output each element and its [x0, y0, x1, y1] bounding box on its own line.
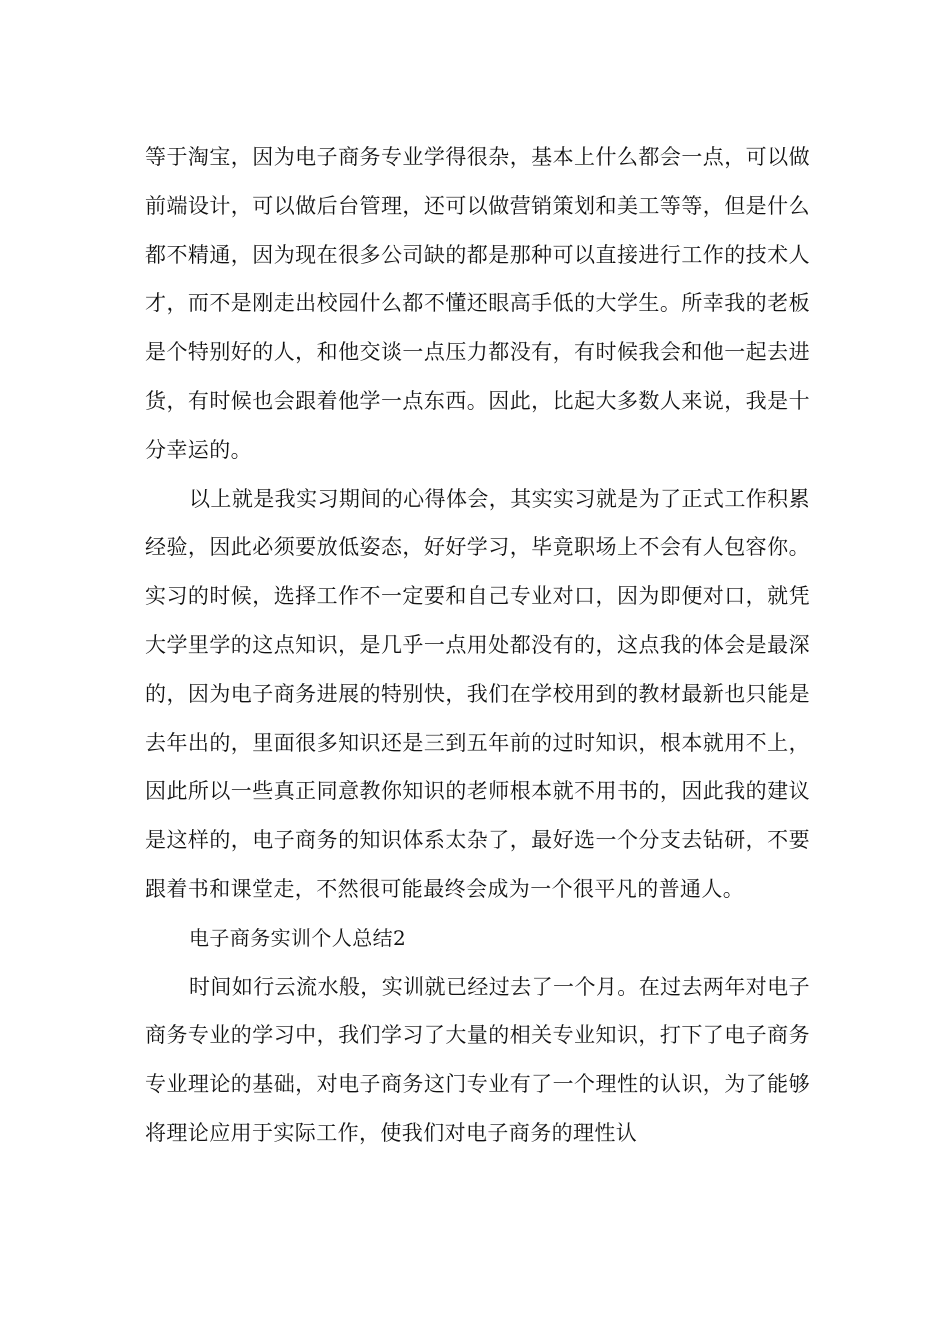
paragraph-continued: 等于淘宝，因为电子商务专业学得很杂，基本上什么都会一点，可以做前端设计，可以做后台管理，还可以做营销策划和美工等等，但是什么都不精通，因为现在很多公司缺的都是那种可以直接进行工作的技术人才，而不是刚走出校园什么都不懂还眼高手低的大学生。所幸我的老板是个特别好的人，和他交谈一点压力都没有，有时候我会和他一起去进货，有时候也会跟着他学一点东西。因此，比起大多数人来说，我是十分幸运的。 [145, 145, 810, 462]
paragraph-training-intro: 时间如行云流水般，实训就已经过去了一个月。在过去两年对电子商务专业的学习中，我们学习了大量的相关专业知识，打下了电子商务专业理论的基础，对电子商务这门专业有了一个理性的认识，为了能够将理论应用于实际工作，使我们对电子商务的理性认 [145, 974, 810, 1145]
document-body [145, 133, 810, 1158]
section-heading: 电子商务实训个人总结2 [189, 925, 407, 950]
paragraph-internship-summary: 以上就是我实习期间的心得体会，其实实习就是为了正式工作积累经验，因此必须要放低姿态，好好学习，毕竟职场上不会有人包容你。实习的时候，选择工作不一定要和自己专业对口，因为即便对口，就凭大学里学的这点知识，是几乎一点用处都没有的，这点我的体会是最深的，因为电子商务进展的特别快，我们在学校用到的教材最新也只能是去年出的，里面很多知识还是三到五年前的过时知识，根本就用不上，因此所以一些真正同意教你知识的老师根本就不用书的，因此我的建议是这样的，电子商务的知识体系太杂了，最好选一个分支去钻研，不要跟着书和课堂走，不然很可能最终会成为一个很平凡的普通人。 [145, 486, 810, 901]
